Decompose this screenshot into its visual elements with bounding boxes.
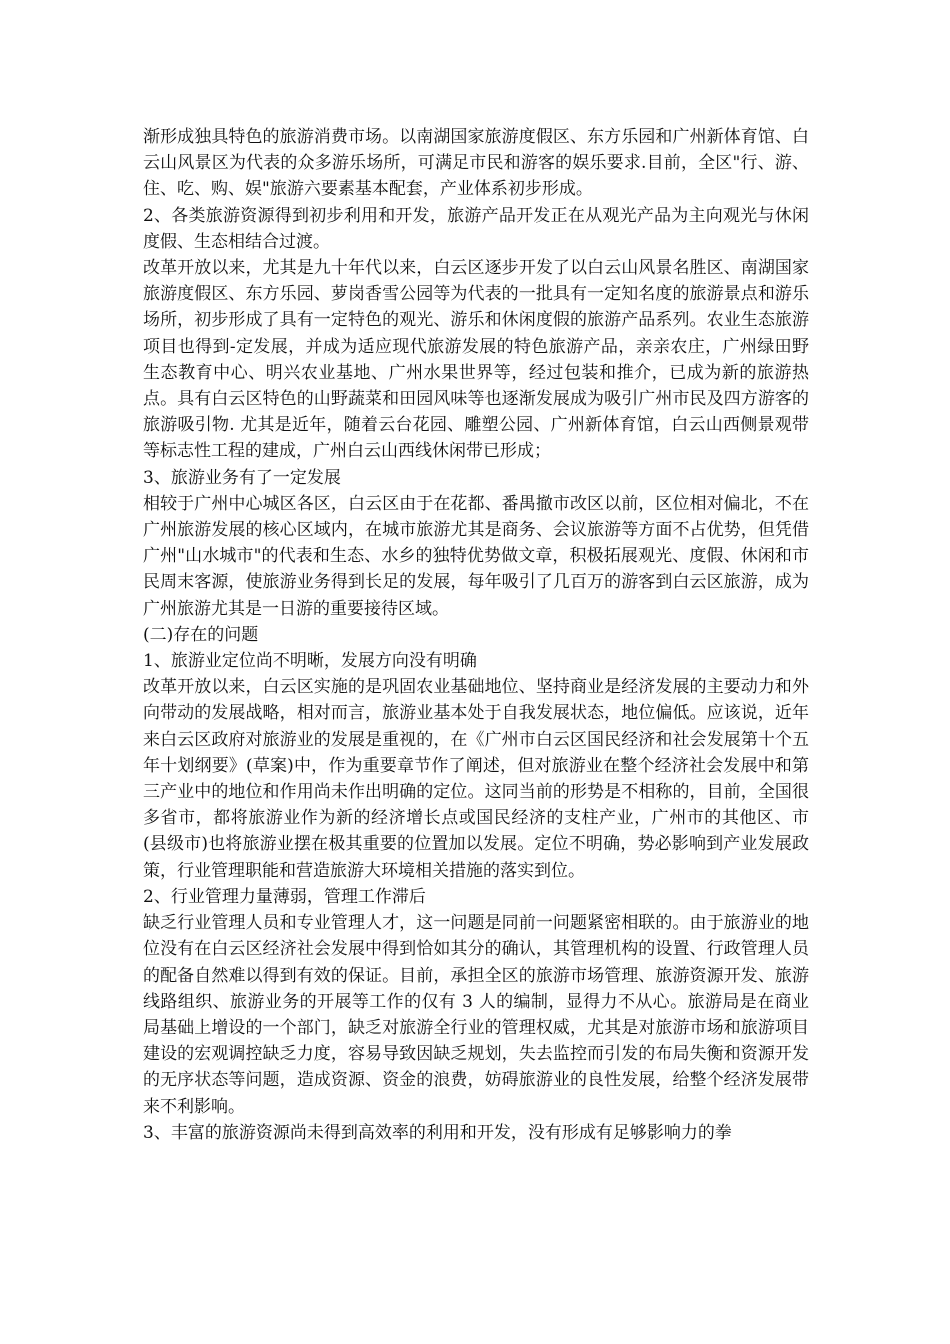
heading-resource-utilization: 3、丰富的旅游资源尚未得到高效率的利用和开发，没有形成有足够影响力的拳 [143, 1122, 732, 1143]
paragraph-positioning: 改革开放以来，白云区实施的是巩固农业基础地位、坚持商业是经济发展的主要动力和外向带动的发展战略，相对而言，旅游业基本处于自我发展状态，地位偏低。应该说，近年来白云区政府对旅游业的发展是重视的，在《广州市白云区国民经济和社会发展第十个五年十划纲要》(草案)中，作为重要章节作了阐述，但对旅游业在整个经济社会发展中和第三产业中的地位和作用尚未作出明确的定位。这同当前的形势是不相称的，目前，全国很多省市，都将旅游业作为新的经济增长点或国民经济的支柱产业，广州市的其他区、市(县级市)也将旅游业摆在极其重要的位置加以发展。定位不明确，势必影响到产业发展政策，行业管理职能和营造旅游大环境相关措施的落实到位。 [143, 677, 809, 881]
paragraph-management: 缺乏行业管理人员和专业管理人才，这一问题是同前一问题紧密相联的。由于旅游业的地位没有在白云区经济社会发展中得到恰如其分的确认，其管理机构的设置、行政管理人员的配备自然难以得到有效的保证。目前，承担全区的旅游市场管理、旅游资源开发、旅游线路组织、旅游业务的开展等工作的仅有 3 人的编制，显得力不从心。旅游局是在商业局基础上增设的一个部门，缺乏对旅游全行业的管理权威，尤其是对旅游市场和旅游项目建设的宏观调控缺乏力度，容易导致因缺乏规划，失去监控而引发的布局失衡和资源开发的无序状态等问题，造成资源、资金的浪费，妨碍旅游业的良性发展，给整个经济发展带来不利影响。 [143, 913, 809, 1117]
document-body [143, 124, 809, 1146]
paragraph-resource-development: 改革开放以来，尤其是九十年代以来，白云区逐步开发了以白云山风景名胜区、南湖国家旅游度假区、东方乐园、萝岗香雪公园等为代表的一批具有一定知名度的旅游景点和游乐场所，初步形成了具有一定特色的观光、游乐和休闲度假的旅游产品系列。农业生态旅游项目也得到-定发展，并成为适应现代旅游发展的特色旅游产品，亲亲农庄，广州绿田野生态教育中心、明兴农业基地、广州水果世界等，经过包装和推介，已成为新的旅游热点。具有白云区特色的山野蔬菜和田园风味等也逐渐发展成为吸引广州市民及四方游客的旅游吸引物. 尤其是近年，随着云台花园、雕塑公园、广州新体育馆，白云山西侧景观带等标志性工程的建成，广州白云山西线休闲带已形成； [143, 258, 809, 462]
heading-management: 2、行业管理力量薄弱，管理工作滞后 [143, 886, 426, 907]
heading-tourism-business: 3、旅游业务有了一定发展 [143, 467, 341, 488]
heading-positioning: 1、旅游业定位尚不明晰，发展方向没有明确 [143, 651, 477, 672]
paragraph-tourism-business: 相较于广州中心城区各区，白云区由于在花都、番禺撤市改区以前，区位相对偏北，不在广州旅游发展的核心区域内，在城市旅游尤其是商务、会议旅游等方面不占优势，但凭借广州"山水城市"的代表和生态、水乡的独特优势做文章，积极拓展观光、度假、休闲和市民周末客源，使旅游业务得到长足的发展，每年吸引了几百万的游客到白云区旅游，成为广州旅游尤其是一日游的重要接待区域。 [143, 493, 809, 619]
section-heading-problems: (二)存在的问题 [143, 624, 259, 645]
heading-resource-development: 2、各类旅游资源得到初步利用和开发，旅游产品开发正在从观光产品为主向观光与休闲度假、生态相结合过渡。 [143, 205, 809, 252]
paragraph-consumer-market: 渐形成独具特色的旅游消费市场。以南湖国家旅游度假区、东方乐园和广州新体育馆、白云山风景区为代表的众多游乐场所，可满足市民和游客的娱乐要求.目前，全区"行、游、住、吃、购、娱"旅游六要素基本配套，产业体系初步形成。 [143, 127, 809, 200]
